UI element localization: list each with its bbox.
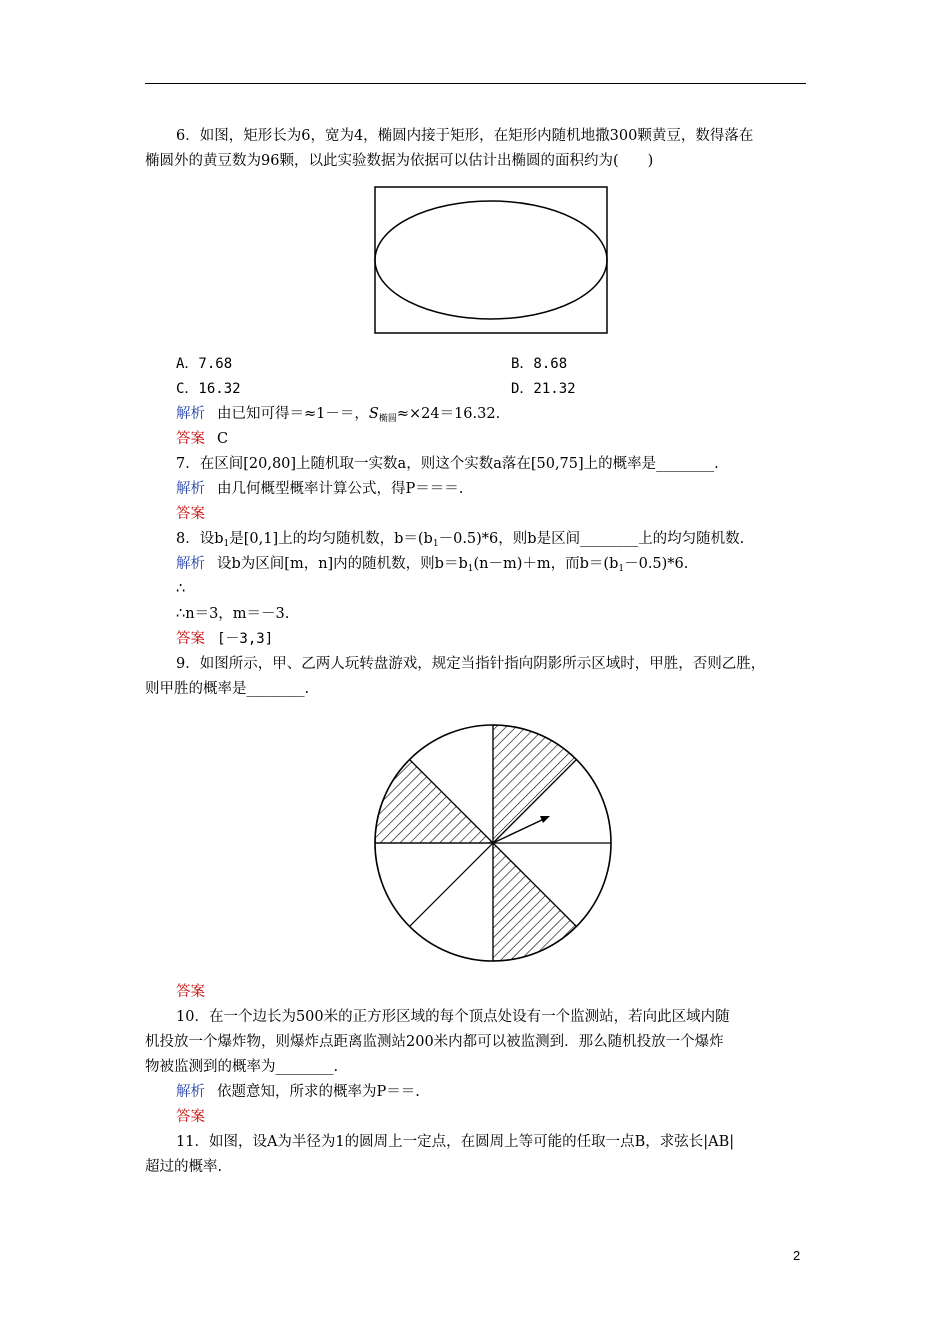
- q6-analysis-symbol: S: [368, 406, 379, 422]
- rectangle-ellipse-figure: [372, 184, 610, 336]
- shaded-sector-left: [375, 760, 493, 843]
- q8-text-2: 是[0,1]上的均匀随机数，b＝(b: [229, 531, 433, 547]
- shaded-sector-top-right: [493, 725, 576, 843]
- q6-option-c: C．16.32: [176, 381, 241, 397]
- q6-analysis: [176, 404, 500, 429]
- q6-line-1: 6．如图，矩形长为6，宽为4，椭圆内接于矩形，在矩形内随机地撒300颗黄豆，数得落在: [176, 128, 754, 144]
- q8-analysis: [176, 554, 688, 579]
- page-number: 2: [793, 1248, 801, 1263]
- header-rule: [145, 83, 806, 84]
- q10-line-3: 物被监测到的概率为________.: [145, 1059, 339, 1075]
- analysis-label: 解析: [176, 406, 205, 422]
- q8-therefore-2: ∴n＝3，m＝－3.: [176, 606, 290, 622]
- q8-text-3: －0.5)*6，则b是区间________上的均匀随机数.: [438, 531, 745, 547]
- q6-answer-value: C: [217, 431, 229, 447]
- q8-line-1: [176, 529, 744, 554]
- analysis-label: 解析: [176, 1084, 205, 1100]
- q9-line-1: 9．如图所示，甲、乙两人玩转盘游戏，规定当指针指向阴影所示区域时，甲胜，否则乙胜，: [176, 656, 766, 672]
- q9-answer-label: 答案: [176, 984, 205, 1000]
- q7-answer-label: 答案: [176, 506, 205, 522]
- q6-analysis-text-1: 由已知可得＝≈1－＝，: [217, 406, 369, 422]
- shaded-sector-bottom: [493, 843, 576, 961]
- q10-line-2: 机投放一个爆炸物，则爆炸点距离监测站200米内都可以被监测到．那么随机投放一个爆炸: [145, 1034, 724, 1050]
- q8-analysis-sub-1: 1: [467, 564, 474, 574]
- q6-answer: [176, 429, 228, 449]
- rectangle: [375, 187, 607, 333]
- q8-sub-2: 1: [432, 539, 439, 549]
- q6-line-2: 椭圆外的黄豆数为96颗，以此实验数据为依据可以估计出椭圆的面积约为( ): [145, 153, 654, 169]
- q8-answer: [176, 629, 273, 649]
- q8-sub-1: 1: [223, 539, 230, 549]
- q7-analysis-text: 由几何概型概率计算公式，得P＝＝＝.: [217, 481, 464, 497]
- q8-analysis-text-3: －0.5)*6.: [624, 556, 689, 572]
- q10-analysis-text: 依题意知，所求的概率为P＝＝.: [217, 1084, 420, 1100]
- q10-answer-label: 答案: [176, 1109, 205, 1125]
- q6-analysis-text-2: ≈×24＝16.32.: [396, 406, 501, 422]
- q10-line-1: 10．在一个边长为500米的正方形区域的每个顶点处设有一个监测站，若向此区域内随: [176, 1009, 730, 1025]
- q7-analysis: [176, 479, 463, 499]
- pointer-arrow-icon: [540, 816, 550, 823]
- spinner-figure: [372, 722, 614, 964]
- q8-analysis-text-2: (n－m)＋m，而b＝(b: [473, 556, 619, 572]
- q8-therefore-1: ∴: [176, 581, 186, 597]
- analysis-label: 解析: [176, 481, 205, 497]
- q8-text-1: 8．设b: [176, 531, 224, 547]
- q8-analysis-sub-2: 1: [618, 564, 625, 574]
- q11-line-2: 超过的概率.: [145, 1159, 223, 1175]
- analysis-label: 解析: [176, 556, 205, 572]
- q11-line-1: 11．如图，设A为半径为1的圆周上一定点，在圆周上等可能的任取一点B，求弦长|AB|: [176, 1134, 735, 1150]
- q10-analysis: [176, 1082, 420, 1102]
- answer-label: 答案: [176, 631, 205, 647]
- q7-line-1: 7．在区间[20,80]上随机取一实数a，则这个实数a落在[50,75]上的概率是________.: [176, 456, 719, 472]
- q8-answer-value: [－3,3]: [217, 631, 274, 647]
- q9-line-2: 则甲胜的概率是________.: [145, 681, 310, 697]
- q6-analysis-subscript: 椭圆: [378, 414, 397, 424]
- inscribed-ellipse: [375, 201, 607, 319]
- q6-option-a: A．7.68: [176, 356, 233, 372]
- q6-option-d: D．21.32: [511, 381, 576, 397]
- q6-option-b: B．8.68: [511, 356, 568, 372]
- answer-label: 答案: [176, 431, 205, 447]
- q8-analysis-text-1: 设b为区间[m，n]内的随机数，则b＝b: [217, 556, 468, 572]
